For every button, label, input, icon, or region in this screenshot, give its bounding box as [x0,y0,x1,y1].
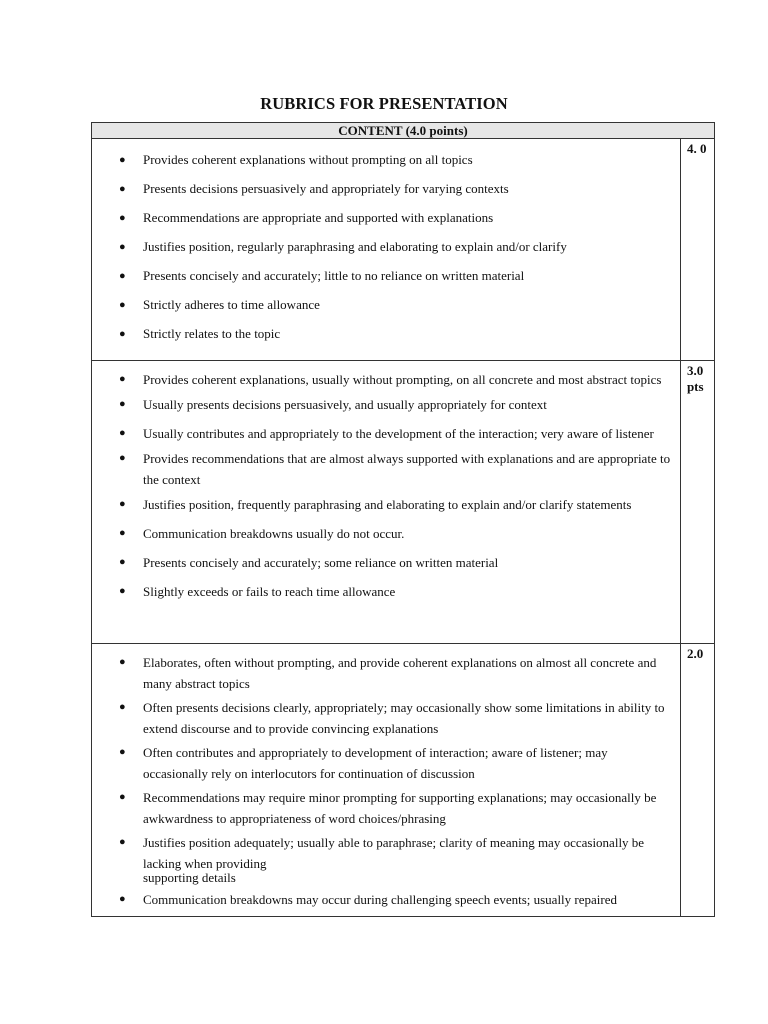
list-item: ● Provides recommendations that are almost always supported with explanations and are appropriate to the context [92,448,680,490]
list-item: ● Slightly exceeds or fails to reach time allowance [92,581,680,602]
list-item: ● Justifies position, regularly paraphrasing and elaborating to explain and/or clarify [119,239,567,254]
rubric-table [91,122,715,917]
list-item: ● Often presents decisions clearly, appropriately; may occasionally show some limitations in ability to extend discourse and to provide convincing explanations [92,697,680,739]
bullet-icon: ● [119,299,126,311]
criteria-list [92,145,680,343]
list-item: ● Communication breakdowns may occur during challenging speech events; usually repaired [92,889,680,910]
list-item: ● Presents concisely and accurately; some reliance on written material [92,552,680,573]
list-item: ● Usually presents decisions persuasively, and usually appropriately for context [92,394,680,415]
bullet-icon: ● [119,183,126,195]
bullet-icon: ● [119,270,126,282]
list-item: ● Communication breakdowns usually do not occur. [92,523,680,544]
list-item: ● Recommendations are appropriate and supported with explanations [119,210,494,225]
criteria-list [92,365,680,602]
bullet-icon: ● [119,427,126,439]
bullet-icon: ● [119,746,126,758]
list-item: ● Strictly adheres to time allowance [119,297,320,312]
list-item: ● Presents concisely and accurately; little to no reliance on written material [119,268,525,283]
bullet-icon: ● [119,893,126,905]
level-3-score: 3.0 pts [680,361,714,644]
bullet-icon: ● [119,212,126,224]
list-item: ● Often contributes and appropriately to development of interaction; aware of listener; may occasionally rely on interlocutors for continuation of discussion [92,742,680,784]
bullet-icon: ● [119,498,126,510]
bullet-icon: ● [119,556,126,568]
list-item: ● Recommendations may require minor prompting for supporting explanations; may occasionally be awkwardness to appropriateness of word choices/phrasing [92,787,680,829]
bullet-icon: ● [119,241,126,253]
table-header-row [92,123,715,139]
bullet-icon: ● [119,398,126,410]
bullet-icon: ● [119,328,126,340]
level-4-criteria [92,139,681,361]
criteria-list [92,648,680,910]
list-item: ● Usually contributes and appropriately to the development of the interaction; very aware of listener [92,423,680,444]
bullet-icon: ● [119,656,126,668]
list-item: ● Presents decisions persuasively and appropriately for varying contexts [119,181,509,196]
list-item: ● Elaborates, often without prompting, and provide coherent explanations on almost all concrete and many abstract topics [92,652,680,694]
content-header: CONTENT (4.0 points) [92,123,715,139]
bullet-icon: ● [119,701,126,713]
bullet-icon: ● [119,154,126,166]
bullet-icon: ● [119,585,126,597]
level-row-3 [92,361,715,644]
bullet-icon: ● [119,373,126,385]
bullet-icon: ● [119,836,126,848]
level-4-score: 4. 0 [680,139,714,361]
list-item: ● Strictly relates to the topic [119,326,281,341]
level-2-criteria [92,644,681,917]
list-item: ● Justifies position adequately; usually able to paraphrase; clarity of meaning may occasionally be lacking when providing supporting details [92,832,680,886]
level-2-score: 2.0 [680,644,714,917]
list-item: ● Provides coherent explanations without prompting on all topics [119,152,473,167]
list-item: ● Provides coherent explanations, usually without prompting, on all concrete and most abstract topics [92,369,680,390]
bullet-icon: ● [119,452,126,464]
level-row-2 [92,644,715,917]
list-item: ● Justifies position, frequently paraphrasing and elaborating to explain and/or clarify statements [92,494,680,515]
bullet-icon: ● [119,791,126,803]
level-3-criteria [92,361,681,644]
level-row-4 [92,139,715,361]
page-title: RUBRICS FOR PRESENTATION [260,94,508,113]
bullet-icon: ● [119,527,126,539]
